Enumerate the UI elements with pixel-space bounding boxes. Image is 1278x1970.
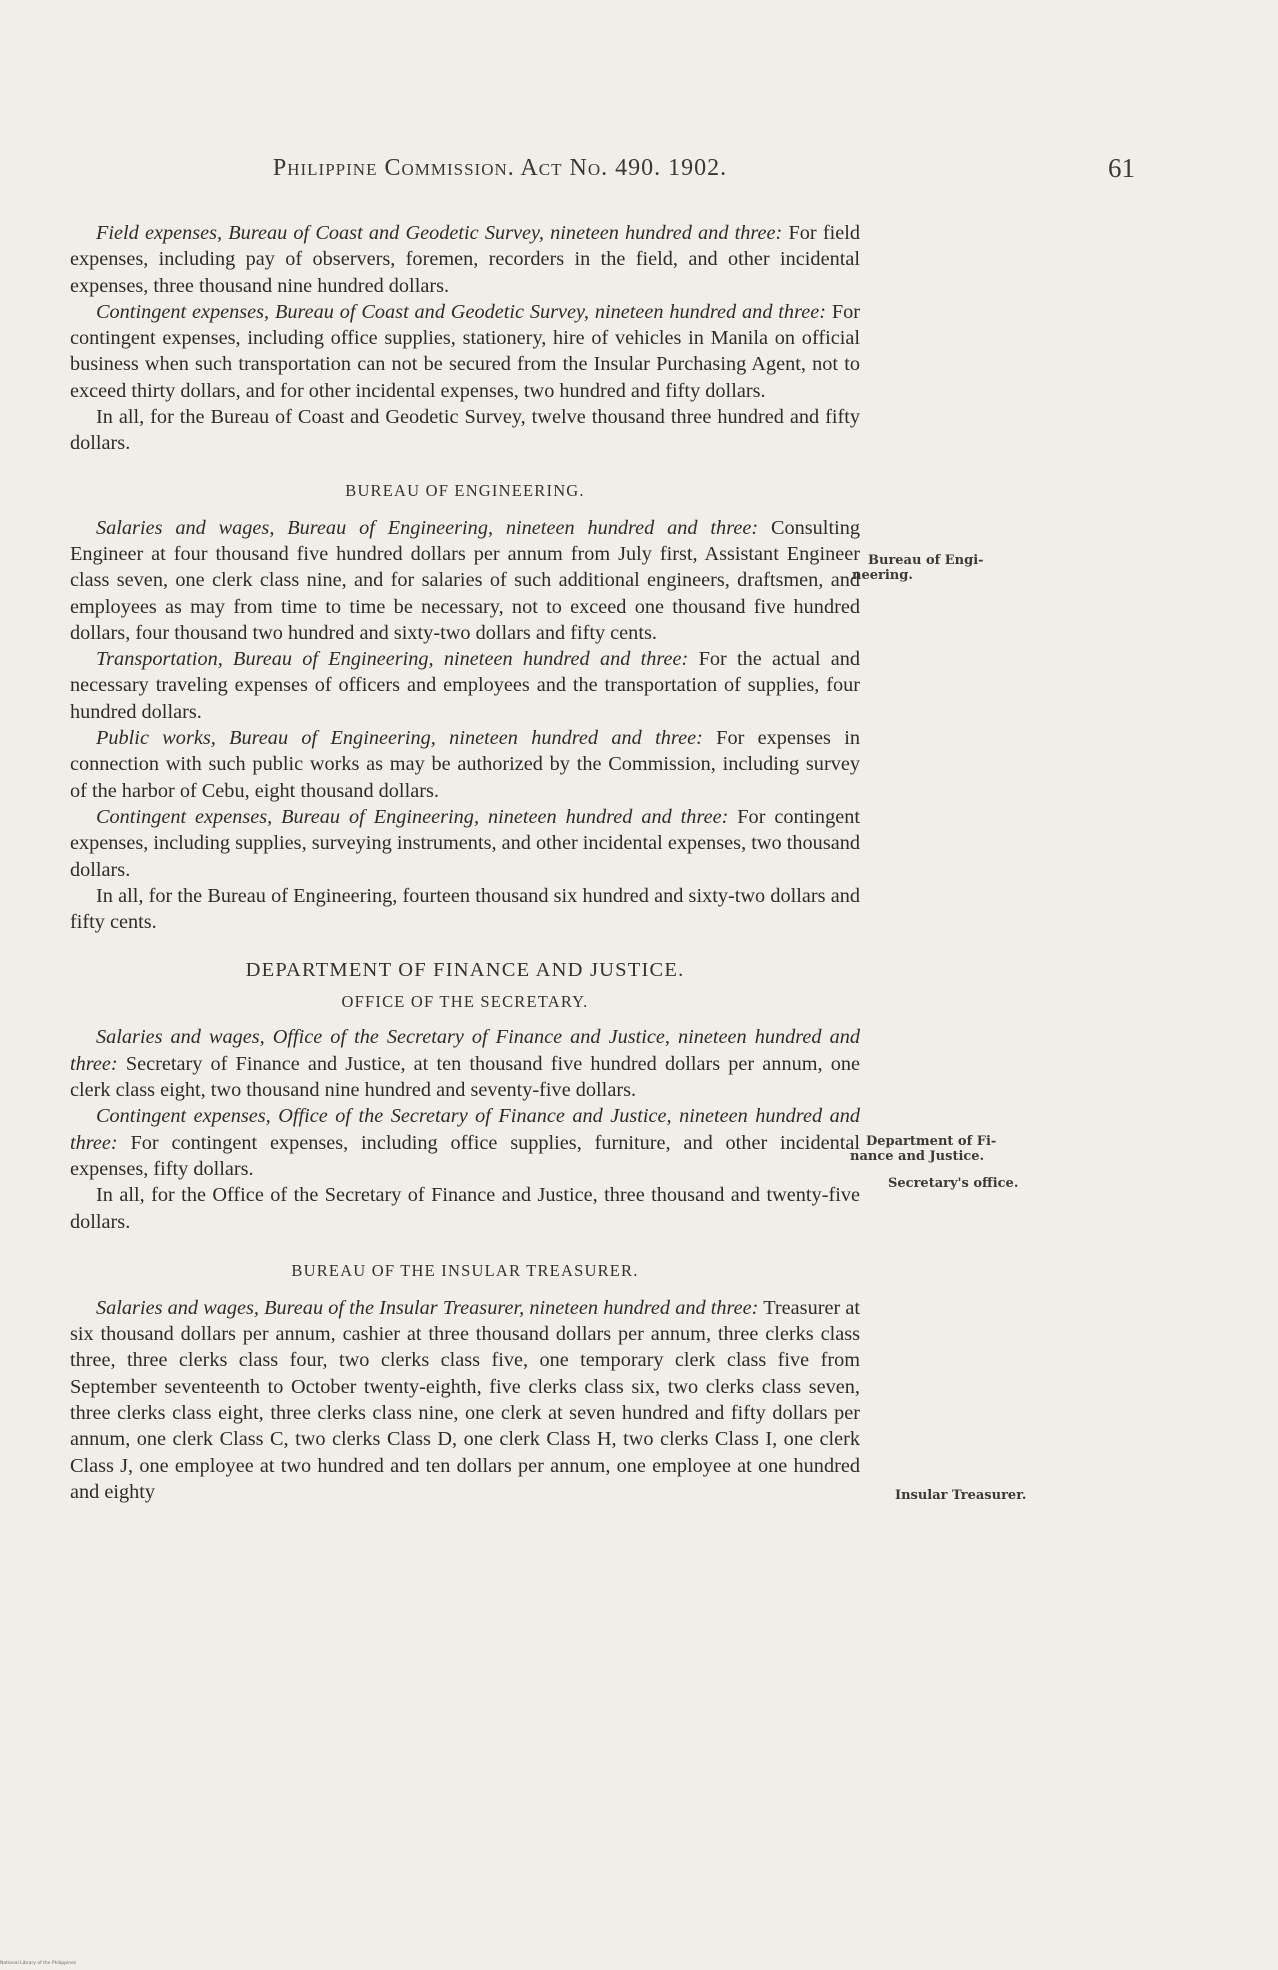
paragraph-heading: Public works, Bureau of Engineering, nineteen hundred and three:	[96, 727, 703, 750]
paragraph-heading: Salaries and wages, Bureau of the Insular Treasurer, nineteen hundred and three:	[96, 1296, 759, 1319]
margin-note-line: neering.	[852, 568, 913, 583]
paragraph-contingent-coast	[70, 299, 860, 404]
paragraph-heading: Transportation, Bureau of Engineering, nineteen hundred and three:	[96, 648, 689, 671]
paragraph-heading: Salaries and wages, Office of the Secretary of Finance and Justice, nineteen hundred and three:	[70, 1026, 860, 1075]
paragraph-public-works	[70, 725, 860, 804]
paragraph-total-coast	[70, 404, 860, 457]
margin-note-engineering	[852, 553, 1052, 583]
footer-attribution: National Library of the Philippines	[0, 1961, 77, 1966]
paragraph-body: In all, for the Bureau of Engineering, fourteen thousand six hundred and sixty-two dollars and fifty cents.	[70, 884, 860, 934]
paragraph-body: For the actual and necessary traveling expenses of officers and employees and the transportation of supplies, four hundred dollars.	[70, 648, 860, 723]
margin-note-secretary: Secretary's office.	[888, 1176, 1019, 1191]
paragraph-total-secretary	[70, 1182, 860, 1235]
section-heading-treasurer: BUREAU OF THE INSULAR TREASURER.	[291, 1260, 639, 1280]
page-header	[140, 155, 1135, 191]
paragraph-body: In all, for the Office of the Secretary of Finance and Justice, three thousand and twenty-five dollars.	[70, 1184, 860, 1233]
paragraph-body: For contingent expenses, including supplies, surveying instruments, and other incidental expenses, two thousand dollars.	[70, 805, 860, 881]
section-heading-engineering: BUREAU OF ENGINEERING.	[345, 480, 585, 500]
paragraph-heading: Field expenses, Bureau of Coast and Geodetic Survey, nineteen hundred and three:	[96, 222, 783, 244]
paragraph-body: For field expenses, including pay of observers, foremen, recorders in the field, and other incidental expenses, three thousand nine hundred dollars.	[70, 222, 860, 297]
page-number: 61	[1108, 153, 1135, 183]
paragraph-heading: Contingent expenses, Office of the Secretary of Finance and Justice, nineteen hundred and three:	[70, 1105, 860, 1154]
paragraph-body: For contingent expenses, including office supplies, furniture, and other incidental expenses, fifty dollars.	[70, 1131, 860, 1180]
paragraph-body: For expenses in connection with such public works as may be authorized by the Commission, including survey of the harbor of Cebu, eight thousand dollars.	[70, 727, 860, 802]
paragraph-heading: Contingent expenses, Bureau of Coast and Geodetic Survey, nineteen hundred and three:	[96, 300, 826, 323]
section-heading-finance: DEPARTMENT OF FINANCE AND JUSTICE.	[245, 959, 685, 982]
margin-note-line: Department of Fi-	[866, 1134, 997, 1149]
section-heading-secretary: OFFICE OF THE SECRETARY.	[341, 992, 589, 1012]
paragraph-contingent-engineering	[70, 804, 860, 883]
body-text	[70, 220, 860, 1505]
margin-note-treasurer: Insular Treasurer.	[895, 1488, 1027, 1503]
paragraph-body: For contingent expenses, including office supplies, stationery, hire of vehicles in Manila on official business when such transportation can not be secured from the Insular Purchasing Agent, not to exceed thirty dollars, and for other incidental expenses, two hundred and fifty dollars.	[70, 300, 860, 402]
paragraph-transportation	[70, 646, 860, 725]
paragraph-total-engineering	[70, 883, 860, 936]
paragraph-salaries-secretary	[70, 1024, 860, 1103]
paragraph-heading: Salaries and wages, Bureau of Engineering, nineteen hundred and three:	[96, 516, 759, 539]
paragraph-body: In all, for the Bureau of Coast and Geodetic Survey, twelve thousand three hundred and fifty dollars.	[70, 406, 860, 455]
paragraph-salaries-treasurer	[70, 1295, 860, 1505]
margin-note-line: nance and Justice.	[850, 1149, 985, 1164]
margin-note-line: Bureau of Engi-	[868, 553, 984, 568]
paragraph-contingent-secretary	[70, 1103, 860, 1182]
running-head: Philippine Commission. Act No. 490. 1902.	[272, 155, 728, 181]
paragraph-body: Consulting Engineer at four thousand five hundred dollars per annum from July first, Assistant Engineer class seven, one clerk class nine, and for salaries of such additional engineers, draftsmen, and employees as may from time to time be necessary, not to exceed one thousand five hundred dollars, four thousand two hundred and sixty-two dollars and fifty cents.	[70, 516, 860, 644]
paragraph-body: Secretary of Finance and Justice, at ten thousand five hundred dollars per annum, one clerk class eight, two thousand nine hundred and seventy-five dollars.	[70, 1052, 860, 1102]
margin-note-finance	[850, 1134, 1060, 1164]
paragraph-body: Treasurer at six thousand dollars per annum, cashier at three thousand dollars per annum, three clerks class three, three clerks class four, two clerks class five, one temporary clerk class five from September seventeenth to October twenty-eighth, five clerks class six, two clerks class seven, three clerks class eight, three clerks class nine, one clerk at seven hundred and fifty dollars per annum, one clerk Class C, two clerks Class D, one clerk Class H, two clerks Class I, one clerk Class J, one employee at two hundred and ten dollars per annum, one employee at one hundred and eighty	[70, 1296, 861, 1503]
paragraph-field-expenses	[70, 220, 860, 299]
paragraph-salaries-engineering	[70, 515, 860, 646]
paragraph-heading: Contingent expenses, Bureau of Engineering, nineteen hundred and three:	[96, 805, 729, 828]
